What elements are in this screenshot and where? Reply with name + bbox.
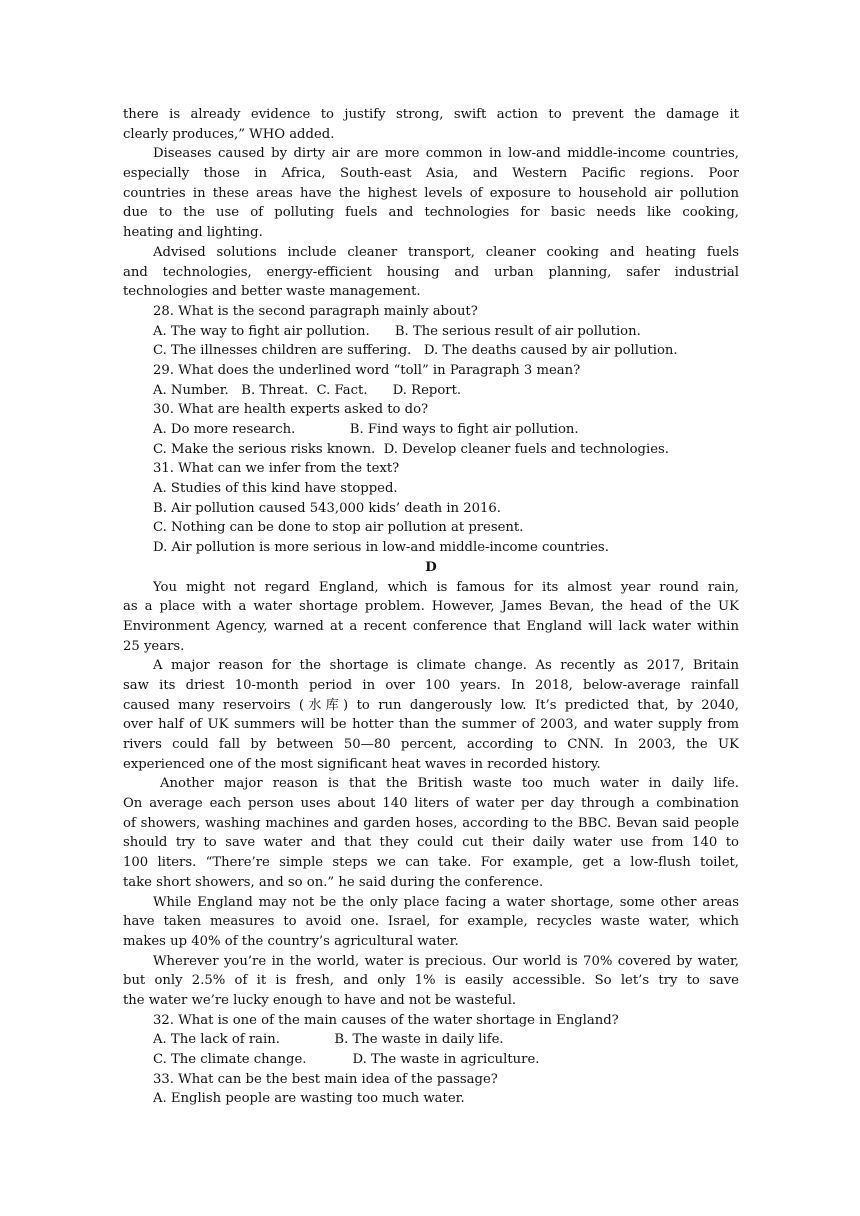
text-line: but only 2.5% of it is fresh, and only 1% is easily accessible. So let’s try to save (123, 973, 739, 989)
text-line: should try to save water and that they could cut their daily water use from 140 to (123, 835, 739, 851)
text-line: Another major reason is that the British waste too much water in daily life. (160, 776, 739, 792)
text-line: especially those in Africa, South-east Asia, and Western Pacific regions. Poor (123, 166, 739, 182)
text-line: On average each person uses about 140 liters of water per day through a combination (123, 796, 739, 812)
text-line: heating and lighting. (123, 225, 263, 241)
text-line: over half of UK summers will be hotter than the summer of 2003, and water supply from (123, 717, 739, 733)
text-line: While England may not be the only place facing a water shortage, some other areas (153, 894, 739, 910)
text-line: 33. What can be the best main idea of the passage? (153, 1071, 498, 1087)
text-line: A. Number. B. Threat. C. Fact. D. Report. (153, 382, 462, 398)
text-line: clearly produces,” WHO added. (123, 126, 335, 142)
text-line: caused many reservoirs (水库) to run dangerously low. It’s predicted that, by 2040, (123, 697, 739, 713)
text-line: 28. What is the second paragraph mainly about? (153, 303, 478, 319)
text-line: A. English people are wasting too much water. (153, 1091, 465, 1107)
text-line: D (425, 559, 437, 575)
text-line: Diseases caused by dirty air are more common in low-and middle-income countries, (153, 146, 739, 162)
text-line: C. The illnesses children are suffering. D. The deaths caused by air pollution. (153, 343, 678, 359)
text-line: C. The climate change. D. The waste in agriculture. (153, 1052, 540, 1067)
text-line: Wherever you’re in the world, water is precious. Our world is 70% covered by water, (153, 953, 739, 969)
text-line: of showers, washing machines and garden hoses, according to the BBC. Bevan said people (123, 815, 739, 831)
text-line: technologies and better waste management. (123, 284, 421, 300)
text-line: D. Air pollution is more serious in low-and middle-income countries. (153, 540, 609, 556)
text-line: have taken measures to avoid one. Israel, for example, recycles waste water, which (123, 914, 739, 930)
text-line: 32. What is one of the main causes of the water shortage in England? (153, 1012, 619, 1028)
text-line: Environment Agency, warned at a recent conference that England will lack water within (123, 618, 739, 634)
text-line: Advised solutions include cleaner transport, cleaner cooking and heating fuels (153, 244, 739, 260)
text-line: A. Studies of this kind have stopped. (153, 481, 398, 497)
text-line: C. Make the serious risks known. D. Develop cleaner fuels and technologies. (153, 441, 669, 457)
text-line: saw its driest 10-month period in over 100 years. In 2018, below-average rainfall (123, 677, 739, 693)
text-line: as a place with a water shortage problem. However, James Bevan, the head of the UK (123, 599, 739, 615)
text-line: 100 liters. “There’re simple steps we can take. For example, get a low-flush toilet, (123, 855, 739, 871)
text-line: You might not regard England, which is famous for its almost year round rain, (153, 579, 739, 595)
text-line: 25 years. (123, 638, 185, 654)
text-line: there is already evidence to justify strong, swift action to prevent the damage it (123, 107, 739, 122)
text-line: 29. What does the underlined word “toll” in Paragraph 3 mean? (153, 362, 581, 378)
text-line: take short showers, and so on.” he said during the conference. (123, 874, 544, 890)
text-line: 30. What are health experts asked to do? (153, 402, 429, 418)
text-line: A. The lack of rain. B. The waste in daily life. (153, 1032, 504, 1048)
text-line: 31. What can we infer from the text? (153, 461, 400, 477)
text-line: makes up 40% of the country’s agricultural water. (123, 933, 459, 949)
text-line: and technologies, energy-efficient housing and urban planning, safer industrial (123, 264, 739, 280)
text-line: the water we’re lucky enough to have and not be wasteful. (123, 992, 517, 1008)
text-line: rivers could fall by between 50—80 percent, according to CNN. In 2003, the UK (123, 737, 739, 752)
text-line: A. The way to fight air pollution. B. The serious result of air pollution. (153, 323, 641, 339)
text-line: countries in these areas have the highest levels of exposure to household air pollution (123, 185, 739, 201)
text-line: A major reason for the shortage is climate change. As recently as 2017, Britain (153, 658, 739, 674)
text-line: A. Do more research. B. Find ways to fight air pollution. (153, 422, 579, 437)
text-line: experienced one of the most significant heat waves in recorded history. (123, 756, 601, 772)
document-page (123, 105, 739, 1109)
text-line: B. Air pollution caused 543,000 kids’ death in 2016. (153, 500, 501, 516)
text-line: C. Nothing can be done to stop air pollution at present. (153, 520, 524, 536)
text-line: due to the use of polluting fuels and technologies for basic needs like cooking, (123, 205, 739, 221)
